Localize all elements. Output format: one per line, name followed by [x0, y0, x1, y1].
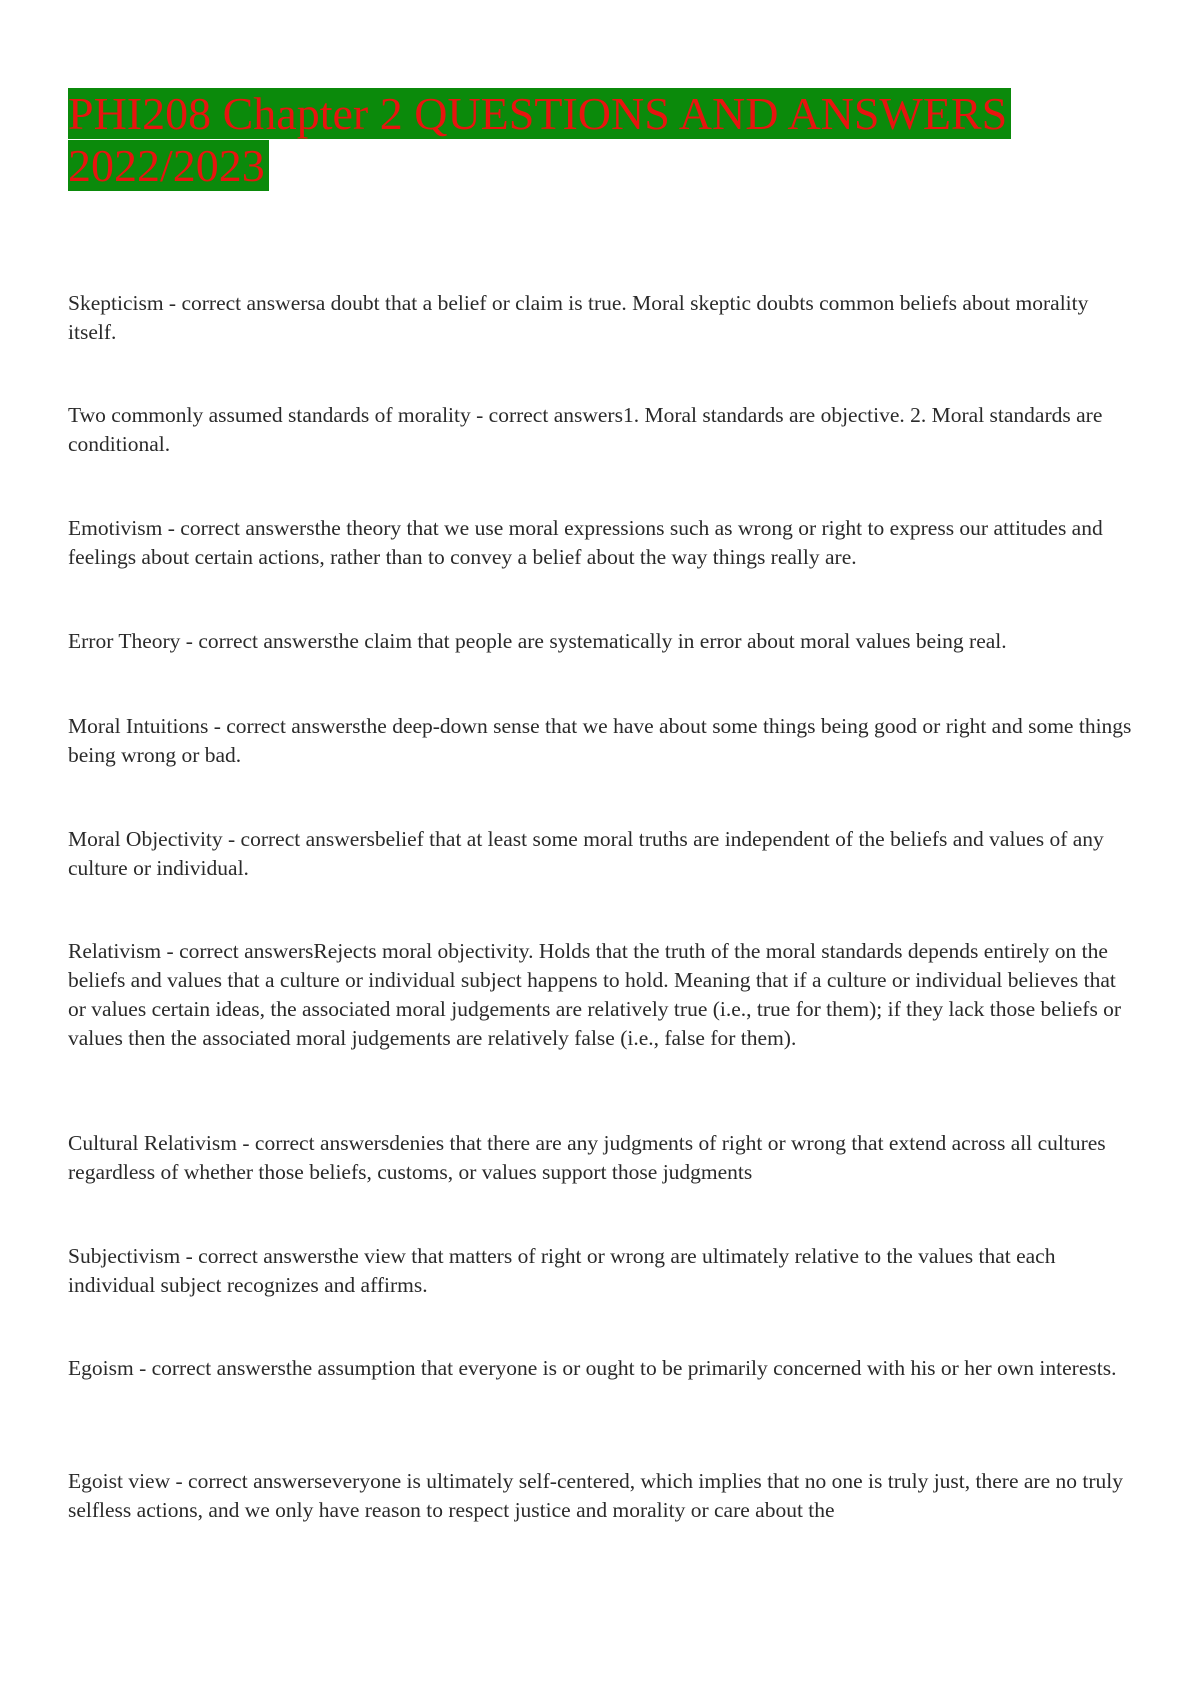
entry-moral-objectivity: Moral Objectivity - correct answersbelief that at least some moral truths are independent of the beliefs and values of any culture or individual.: [68, 827, 1104, 880]
entry-egoism: Egoism - correct answersthe assumption that everyone is or ought to be primarily concerned with his or her own interests.: [68, 1356, 1117, 1380]
entry-emotivism: Emotivism - correct answersthe theory that we use moral expressions such as wrong or right to express our attitudes and feelings about certain actions, rather than to convey a belief about the way things really are.: [68, 516, 1103, 569]
entry-skepticism: Skepticism - correct answersa doubt that a belief or claim is true. Moral skeptic doubts common beliefs about morality itself.: [68, 291, 1089, 344]
entry-subjectivism: Subjectivism - correct answersthe view that matters of right or wrong are ultimately relative to the values that each individual subject recognizes and affirms.: [68, 1244, 1056, 1297]
document-title-text: PHI208 Chapter 2 QUESTIONS AND ANSWERS 2022/2023: [68, 88, 1011, 191]
entry-error-theory: Error Theory - correct answersthe claim that people are systematically in error about moral values being real.: [68, 629, 1007, 653]
entry-egoist-view: Egoist view - correct answerseveryone is ultimately self-centered, which implies that no one is truly just, there are no truly selfless actions, and we only have reason to respect justice and morality or care about the: [68, 1469, 1123, 1522]
entry-relativism: Relativism - correct answersRejects moral objectivity. Holds that the truth of the moral standards depends entirely on the beliefs and values that a culture or individual subject happens to hold. Meaning that if a culture or individual believes that or values certain ideas, the associated moral judgements are relatively true (i.e., true for them); if they lack those beliefs or values then the associated moral judgements are relatively false (i.e., false for them).: [68, 939, 1122, 1050]
entry-cultural-relativism: Cultural Relativism - correct answersdenies that there are any judgments of right or wrong that extend across all cultures regardless of whether those beliefs, customs, or values support those judgments: [68, 1131, 1106, 1184]
entry-moral-intuitions: Moral Intuitions - correct answersthe deep-down sense that we have about some things being good or right and some things being wrong or bad.: [68, 714, 1132, 767]
entry-standards-of-morality: Two commonly assumed standards of morality - correct answers1. Moral standards are objective. 2. Moral standards are conditional.: [68, 403, 1103, 456]
document-title: [68, 88, 1128, 192]
